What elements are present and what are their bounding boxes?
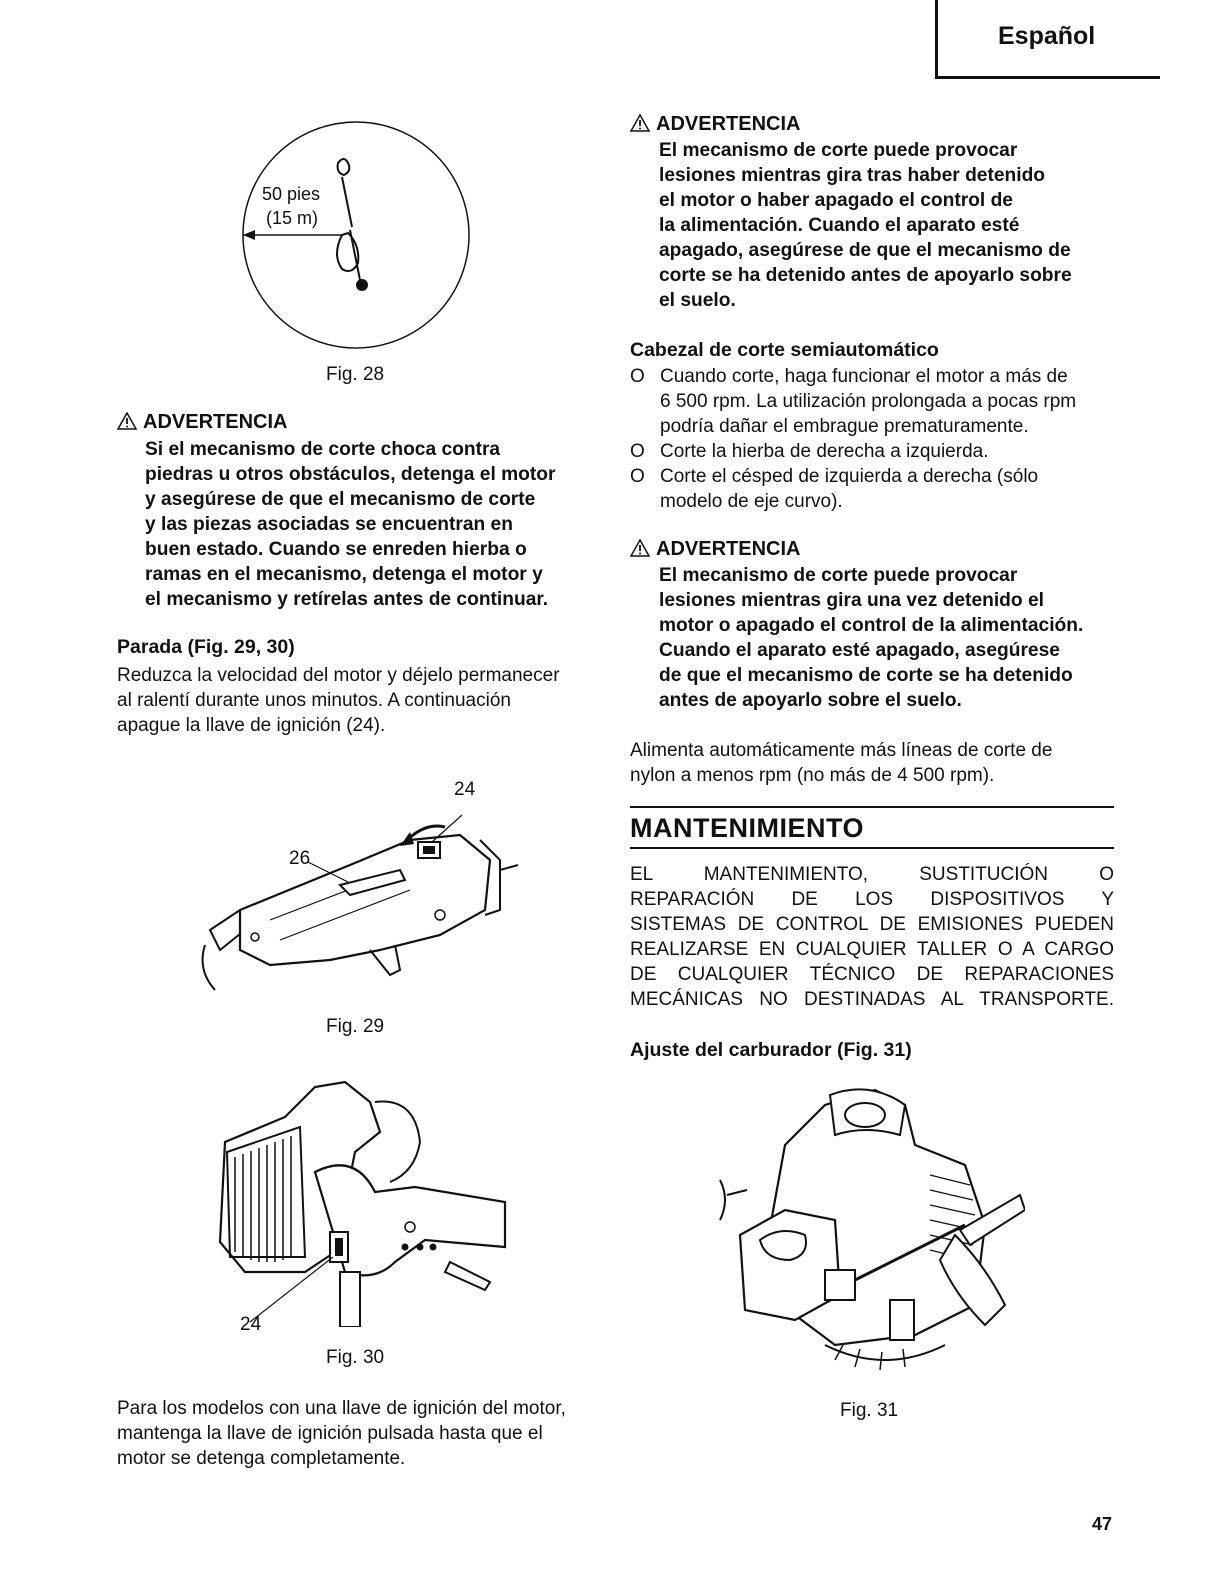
stop-body bbox=[117, 663, 601, 738]
fig29-caption: Fig. 29 bbox=[326, 1016, 385, 1037]
ignition-note bbox=[117, 1396, 601, 1471]
left-warning-body bbox=[145, 437, 601, 612]
fig28-distance-ft: 50 pies bbox=[262, 184, 321, 204]
right-warning-1-line: la alimentación. Cuando el aparato esté bbox=[659, 215, 1020, 236]
stop-line: apague la llave de ignición (24). bbox=[117, 715, 386, 736]
left-warning-line: piedras u otros obstáculos, detenga el motor bbox=[145, 464, 556, 485]
language-tab bbox=[935, 0, 1160, 79]
stop-line: Reduzca la velocidad del motor y déjelo permanecer bbox=[117, 665, 560, 686]
right-warning-1-line: apagado, asegúrese de que el mecanismo de bbox=[659, 240, 1071, 261]
fig28-illustration bbox=[238, 115, 474, 355]
list-item bbox=[630, 364, 1114, 439]
feed-line: nylon a menos rpm (no más de 4 500 rpm). bbox=[630, 765, 995, 786]
fig28-caption: Fig. 28 bbox=[326, 364, 385, 385]
fig30-illustration bbox=[205, 1072, 510, 1327]
right-warning-1-line: lesiones mientras gira tras haber detenido bbox=[659, 165, 1046, 186]
left-warning-line: Si el mecanismo de corte choca contra bbox=[145, 439, 501, 460]
right-warning-2-line: lesiones mientras gira una vez detenido el bbox=[659, 590, 1044, 611]
fig29-label-24: 24 bbox=[454, 779, 476, 800]
bullet-line: podría dañar el embrague prematuramente. bbox=[660, 416, 1029, 437]
ignition-line: motor se detenga completamente. bbox=[117, 1448, 406, 1469]
maintenance-title: MANTENIMIENTO bbox=[630, 813, 864, 843]
right-warning-2-line: de que el mecanismo de corte se ha detenido bbox=[659, 665, 1073, 686]
right-warning-2-body bbox=[659, 563, 1114, 713]
semi-auto-list bbox=[630, 364, 1114, 514]
ignition-line: Para los modelos con una llave de ignición del motor, bbox=[117, 1398, 566, 1419]
warning-icon bbox=[117, 411, 137, 434]
right-warning-1-line: El mecanismo de corte puede provocar bbox=[659, 140, 1018, 161]
bullet-mark: O bbox=[630, 466, 645, 487]
left-warning-line: buen estado. Cuando se enreden hierba o bbox=[145, 539, 527, 560]
section-rule-top bbox=[630, 806, 1114, 808]
ignition-line: mantenga la llave de ignición pulsada hasta que el bbox=[117, 1423, 543, 1444]
right-warning-1-line: el suelo. bbox=[659, 290, 736, 311]
left-warning-line: y las piezas asociadas se encuentran en bbox=[145, 514, 513, 535]
fig29-illustration bbox=[200, 800, 520, 1000]
warning-icon bbox=[630, 538, 650, 561]
left-warning-line: y asegúrese de que el mecanismo de corte bbox=[145, 489, 536, 510]
left-warning-title bbox=[117, 411, 287, 434]
right-warning-1-body bbox=[659, 138, 1114, 313]
warning-icon bbox=[630, 113, 650, 136]
right-warning-2-line: antes de apoyarlo sobre el suelo. bbox=[659, 690, 962, 711]
right-warning-1-line: el motor o haber apagado el control de bbox=[659, 190, 1013, 211]
maintenance-line: EL MANTENIMIENTO, SUSTITUCIÓN O bbox=[630, 864, 1114, 885]
maintenance-line: DE CUALQUIER TÉCNICO DE REPARACIONES bbox=[630, 964, 1114, 985]
bullet-mark: O bbox=[630, 366, 645, 387]
fig31-illustration bbox=[715, 1085, 1025, 1390]
fig30-label-24: 24 bbox=[240, 1314, 262, 1335]
maintenance-line: MECÁNICAS NO DESTINADAS AL TRANSPORTE. bbox=[630, 989, 1114, 1010]
left-warning-title-text: ADVERTENCIA bbox=[143, 411, 288, 433]
semi-auto-heading: Cabezal de corte semiautomático bbox=[630, 339, 939, 361]
maintenance-line: REPARACIÓN DE LOS DISPOSITIVOS Y bbox=[630, 889, 1114, 910]
stop-line: al ralentí durante unos minutos. A continuación bbox=[117, 690, 511, 711]
bullet-line: modelo de eje curvo). bbox=[660, 491, 843, 512]
right-warning-2-line: Cuando el aparato esté apagado, asegúrese bbox=[659, 640, 1060, 661]
right-warning-2-title bbox=[630, 538, 800, 561]
right-warning-2-line: motor o apagado el control de la alimentación. bbox=[659, 615, 1084, 636]
left-warning-line: ramas en el mecanismo, detenga el motor y bbox=[145, 564, 543, 585]
left-warning-line: el mecanismo y retírelas antes de continuar. bbox=[145, 589, 549, 610]
section-rule-bottom bbox=[630, 847, 1114, 849]
bullet-line: Corte la hierba de derecha a izquierda. bbox=[660, 441, 989, 462]
right-warning-1-title bbox=[630, 113, 800, 136]
bullet-mark: O bbox=[630, 441, 645, 462]
right-warning-2-title-text: ADVERTENCIA bbox=[656, 538, 801, 560]
list-item bbox=[630, 439, 1114, 464]
fig29-label-26: 26 bbox=[289, 848, 311, 869]
list-item bbox=[630, 464, 1114, 514]
right-warning-1-line: corte se ha detenido antes de apoyarlo sobre bbox=[659, 265, 1072, 286]
language-label: Español bbox=[998, 22, 1096, 50]
carb-heading: Ajuste del carburador (Fig. 31) bbox=[630, 1039, 912, 1061]
page-number: 47 bbox=[1092, 1514, 1113, 1534]
fig28-distance-m: (15 m) bbox=[266, 208, 319, 228]
right-warning-2-line: El mecanismo de corte puede provocar bbox=[659, 565, 1018, 586]
stop-heading: Parada (Fig. 29, 30) bbox=[117, 636, 295, 658]
maintenance-body bbox=[630, 862, 1114, 1012]
fig30-caption: Fig. 30 bbox=[326, 1347, 385, 1368]
fig31-caption: Fig. 31 bbox=[840, 1400, 899, 1421]
feed-note bbox=[630, 738, 1114, 788]
right-warning-1-title-text: ADVERTENCIA bbox=[656, 113, 801, 135]
fig28-distance bbox=[262, 182, 320, 230]
bullet-line: Cuando corte, haga funcionar el motor a más de bbox=[660, 366, 1068, 387]
maintenance-line: SISTEMAS DE CONTROL DE EMISIONES PUEDEN bbox=[630, 914, 1114, 935]
bullet-line: 6 500 rpm. La utilización prolongada a pocas rpm bbox=[660, 391, 1077, 412]
feed-line: Alimenta automáticamente más líneas de corte de bbox=[630, 740, 1053, 761]
maintenance-line: REALIZARSE EN CUALQUIER TALLER O A CARGO bbox=[630, 939, 1114, 960]
bullet-line: Corte el césped de izquierda a derecha (sólo bbox=[660, 466, 1039, 487]
